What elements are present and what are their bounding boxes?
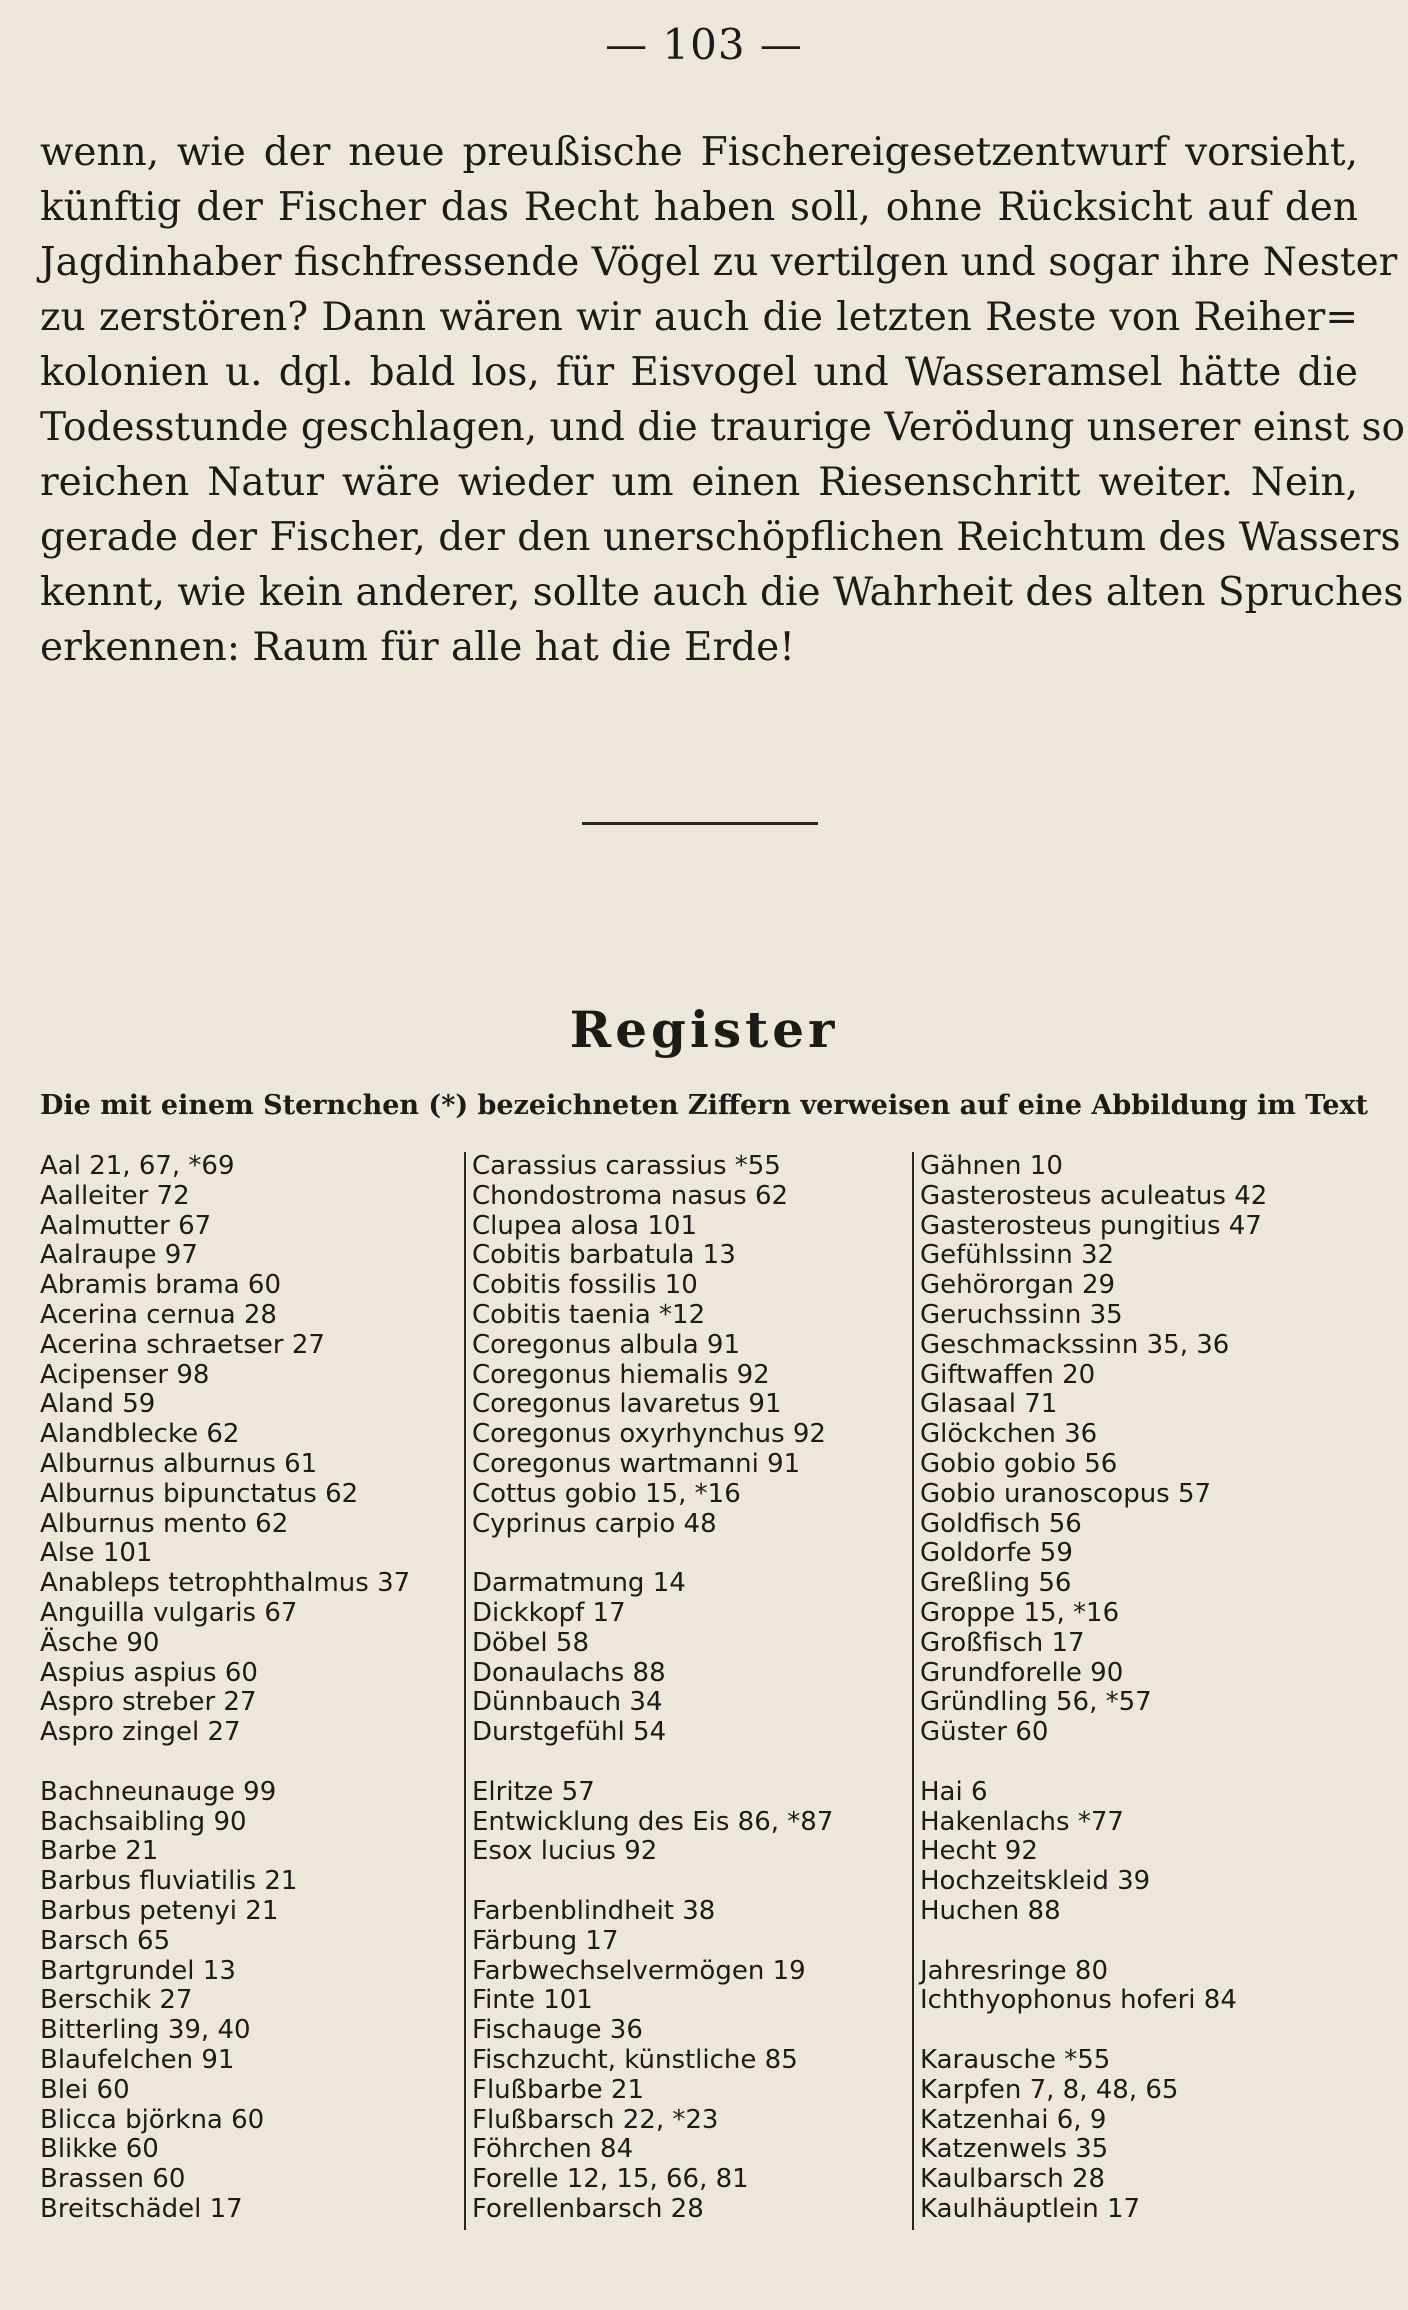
index-spacer: [40, 1748, 470, 1778]
index-entry: Goldorfe 59: [920, 1538, 1073, 1569]
index-spacer: [920, 2016, 1370, 2046]
index-entry: Dünnbauch 34: [472, 1687, 663, 1718]
index-entry: Aland 59: [40, 1389, 156, 1420]
index-entry: Dickkopf 17: [472, 1597, 626, 1628]
index-entry: Goldfisch 56: [920, 1508, 1082, 1539]
index-entry: Bartgrundel 13: [40, 1955, 236, 1986]
index-spacer: [472, 1867, 912, 1897]
index-entry: Großfisch 17: [920, 1627, 1085, 1658]
index-entry: Chondostroma nasus 62: [472, 1180, 789, 1211]
index-entry: Grundforelle 90: [920, 1657, 1124, 1688]
register-note: Die mit einem Sternchen (*) bezeichneten Ziffern verweisen auf eine Abbildung im Text: [39, 1090, 1369, 1121]
index-entry: Cobitis barbatula 13: [472, 1240, 736, 1271]
index-entry: Ichthyophonus hoferi 84: [920, 1985, 1237, 2016]
index-entry: Flußbarbe 21: [472, 2074, 645, 2105]
index-entry: Greßling 56: [920, 1568, 1072, 1599]
index-entry: Giftwaffen 20: [920, 1359, 1096, 1390]
index-entry: Acipenser 98: [40, 1359, 210, 1390]
index-entry: Fischauge 36: [472, 2015, 643, 2046]
index-entry: Barbe 21: [40, 1836, 159, 1867]
body-line: wenn, wie der neue preußische Fischereigesetzentwurf vorsieht,: [40, 130, 1358, 175]
index-entry: Fischzucht, künstliche 85: [472, 2044, 798, 2075]
body-paragraph: [40, 125, 1406, 675]
index-entry: Flußbarsch 22, *23: [472, 2104, 719, 2135]
index-entry: Geruchssinn 35: [920, 1299, 1123, 1330]
index-entry: Hochzeitskleid 39: [920, 1866, 1151, 1897]
body-line: Todesstunde geschlagen, und die traurige Verödung unserer einst so: [40, 405, 1406, 450]
index-entry: Aalmutter 67: [40, 1210, 212, 1241]
index-entry: Alandblecke 62: [40, 1419, 240, 1450]
index-entry: Barsch 65: [40, 1925, 171, 1956]
index-entry: Hakenlachs *77: [920, 1806, 1124, 1837]
index-entry: Esox lucius 92: [472, 1836, 658, 1867]
index-entry: Durstgefühl 54: [472, 1717, 667, 1748]
index-column-3: [920, 1152, 1370, 2225]
index-entry: Aalraupe 97: [40, 1240, 198, 1271]
index-entry: Forellenbarsch 28: [472, 2193, 704, 2224]
index-entry: Blikke 60: [40, 2134, 159, 2165]
index-entry: Cobitis fossilis 10: [472, 1270, 698, 1301]
index-entry: Katzenhai 6, 9: [920, 2104, 1107, 2135]
register-index: [40, 1152, 1370, 2242]
index-entry: Brassen 60: [40, 2164, 186, 2195]
index-entry: Färbung 17: [472, 1925, 619, 1956]
index-entry: Barbus fluviatilis 21: [40, 1866, 298, 1897]
index-entry: Geschmackssinn 35, 36: [920, 1329, 1230, 1360]
index-entry: Alburnus alburnus 61: [40, 1448, 318, 1479]
index-entry: Gobio uranoscopus 57: [920, 1478, 1212, 1509]
index-entry: Coregonus wartmanni 91: [472, 1448, 801, 1479]
index-entry: Gründling 56, *57: [920, 1687, 1152, 1718]
index-entry: Coregonus lavaretus 91: [472, 1389, 782, 1420]
index-entry: Gähnen 10: [920, 1151, 1063, 1181]
index-entry: Aspro zingel 27: [40, 1717, 241, 1748]
section-divider: [582, 822, 818, 825]
index-entry: Jahresringe 80: [920, 1955, 1108, 1986]
index-entry: Huchen 88: [920, 1895, 1061, 1926]
index-entry: Gehörorgan 29: [920, 1270, 1116, 1301]
index-entry: Coregonus oxyrhynchus 92: [472, 1419, 826, 1450]
index-entry: Glöckchen 36: [920, 1419, 1098, 1450]
index-spacer: [472, 1539, 912, 1569]
index-entry: Karpfen 7, 8, 48, 65: [920, 2074, 1179, 2105]
index-entry: Kaulhäuptlein 17: [920, 2193, 1141, 2224]
index-entry: Finte 101: [472, 1985, 593, 2016]
index-entry: Groppe 15, *16: [920, 1597, 1120, 1628]
body-line: kennt, wie kein anderer, sollte auch die Wahrheit des alten Spruches: [40, 570, 1404, 615]
index-entry: Bachneunauge 99: [40, 1776, 277, 1807]
body-line: reichen Natur wäre wieder um einen Riesenschritt weiter. Nein,: [40, 460, 1358, 505]
index-column-1: [40, 1152, 470, 2225]
index-entry: Aspius aspius 60: [40, 1657, 258, 1688]
page-number: — 103 —: [605, 20, 803, 69]
column-rule: [464, 1152, 466, 2230]
index-entry: Acerina cernua 28: [40, 1299, 277, 1330]
index-entry: Aal 21, 67, *69: [40, 1151, 235, 1181]
index-entry: Coregonus albula 91: [472, 1329, 740, 1360]
body-line: zu zerstören? Dann wären wir auch die letzten Reste von Reiher=: [40, 295, 1358, 340]
body-line: erkennen: Raum für alle hat die Erde!: [40, 625, 795, 670]
index-entry: Cobitis taenia *12: [472, 1299, 706, 1330]
index-entry: Gobio gobio 56: [920, 1448, 1118, 1479]
index-spacer: [920, 1927, 1370, 1957]
index-column-2: [472, 1152, 912, 2225]
index-entry: Glasaal 71: [920, 1389, 1058, 1420]
column-rule: [912, 1152, 914, 2230]
index-entry: Cyprinus carpio 48: [472, 1508, 717, 1539]
index-entry: Acerina schraetser 27: [40, 1329, 325, 1360]
index-entry: Farbenblindheit 38: [472, 1895, 716, 1926]
index-entry: Äsche 90: [40, 1627, 160, 1658]
index-entry: Gasterosteus pungitius 47: [920, 1210, 1262, 1241]
index-entry: Forelle 12, 15, 66, 81: [472, 2164, 749, 2195]
index-entry: Clupea alosa 101: [472, 1210, 697, 1241]
index-entry: Hecht 92: [920, 1836, 1038, 1867]
index-entry: Blei 60: [40, 2074, 130, 2105]
body-line: gerade der Fischer, der den unerschöpflichen Reichtum des Wassers: [40, 515, 1401, 560]
index-entry: Anableps tetrophthalmus 37: [40, 1568, 411, 1599]
index-entry: Alburnus bipunctatus 62: [40, 1478, 359, 1509]
index-entry: Bitterling 39, 40: [40, 2015, 251, 2046]
index-entry: Farbwechselvermögen 19: [472, 1955, 806, 1986]
body-line: kolonien u. dgl. bald los, für Eisvogel und Wasseramsel hätte die: [40, 350, 1358, 395]
index-entry: Blaufelchen 91: [40, 2044, 235, 2075]
index-entry: Cottus gobio 15, *16: [472, 1478, 741, 1509]
index-entry: Blicca björkna 60: [40, 2104, 265, 2135]
index-entry: Berschik 27: [40, 1985, 193, 2016]
index-entry: Anguilla vulgaris 67: [40, 1597, 298, 1628]
index-entry: Barbus petenyi 21: [40, 1895, 279, 1926]
index-entry: Güster 60: [920, 1717, 1049, 1748]
body-line: Jagdinhaber fischfressende Vögel zu vertilgen und sogar ihre Nester: [40, 240, 1398, 285]
index-entry: Coregonus hiemalis 92: [472, 1359, 770, 1390]
index-spacer: [472, 1748, 912, 1778]
index-entry: Breitschädel 17: [40, 2193, 243, 2224]
index-entry: Entwicklung des Eis 86, *87: [472, 1806, 834, 1837]
register-heading: Register: [569, 1000, 839, 1059]
index-entry: Föhrchen 84: [472, 2134, 634, 2165]
index-entry: Aalleiter 72: [40, 1180, 190, 1211]
index-entry: Döbel 58: [472, 1627, 589, 1658]
index-entry: Kaulbarsch 28: [920, 2164, 1106, 2195]
index-entry: Gasterosteus aculeatus 42: [920, 1180, 1268, 1211]
index-entry: Bachsaibling 90: [40, 1806, 247, 1837]
index-entry: Alburnus mento 62: [40, 1508, 289, 1539]
body-line: künftig der Fischer das Recht haben soll, ohne Rücksicht auf den: [40, 185, 1358, 230]
index-entry: Karausche *55: [920, 2044, 1111, 2075]
index-entry: Aspro streber 27: [40, 1687, 257, 1718]
index-entry: Darmatmung 14: [472, 1568, 686, 1599]
index-spacer: [920, 1748, 1370, 1778]
index-entry: Donaulachs 88: [472, 1657, 666, 1688]
index-entry: Katzenwels 35: [920, 2134, 1109, 2165]
index-entry: Hai 6: [920, 1776, 988, 1807]
index-entry: Alse 101: [40, 1538, 153, 1569]
index-entry: Gefühlssinn 32: [920, 1240, 1115, 1271]
index-entry: Carassius carassius *55: [472, 1151, 781, 1181]
index-entry: Elritze 57: [472, 1776, 595, 1807]
index-entry: Abramis brama 60: [40, 1270, 282, 1301]
